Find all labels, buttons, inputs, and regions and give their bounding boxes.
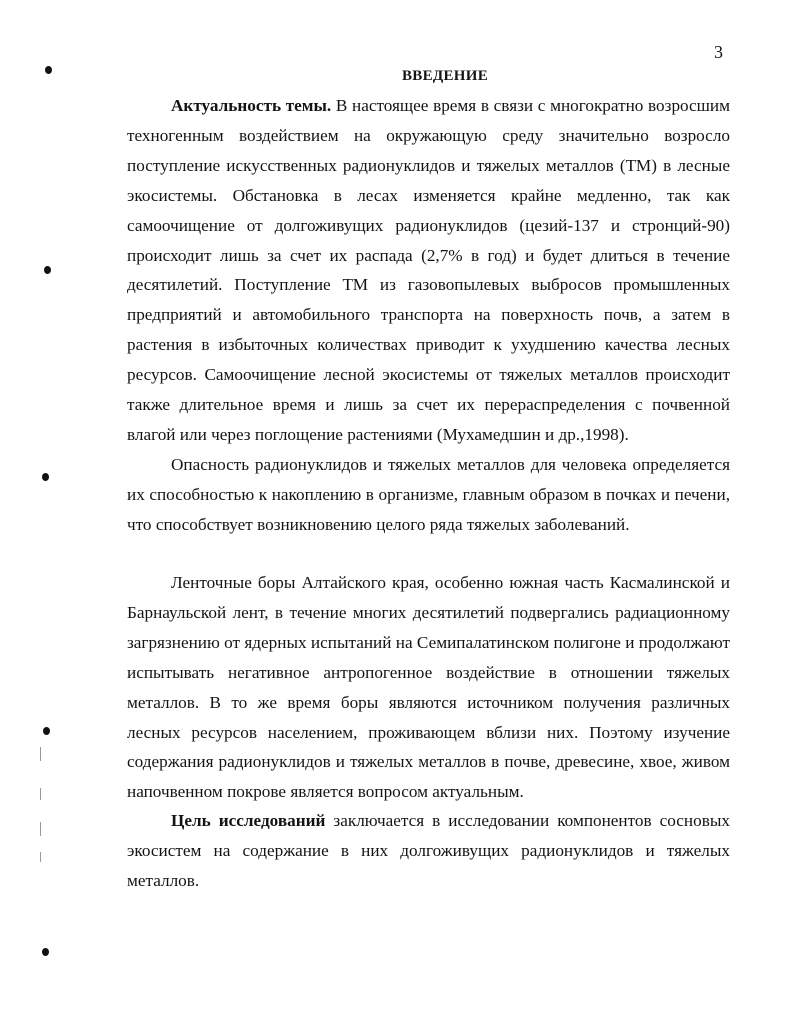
paragraph-body-pine-forests: Ленточные боры Алтайского края, особенно южная часть Касмалинской и Барнаульской лент, в течение многих десятилетий подвергались радиационному загрязнению от ядерных испытаний на Семипалатинском полигоне и продолжают испытывать негативное антропогенное воздействие в отношении тяжелых металлов. В то же время боры являются источником получения различных лесных ресурсов населением, проживающем вблизи них. Поэтому изучение содержания радионуклидов и тяжелых металлов в почве, древесине, хвое, живом напочвенном покрове является вопросом актуальным. (127, 573, 730, 802)
page-number: 3 (714, 42, 723, 62)
margin-scan-line (40, 852, 41, 862)
paragraph-body-relevance: В настоящее время в связи с многократно возросшим техногенным воздействием на окружающую среду значительно возросло поступление искусственных радионуклидов и тяжелых металлов (ТМ) в лесные экосистемы. Обстановка в лесах изменяется крайне медленно, так как самоочищение от долгоживущих радионуклидов (цезий-137 и стронций-90) происходит лишь за счет их распада (2,7% в год) и будет длиться в течение десятилетий. Поступление ТМ из газовопылевых выбросов промышленных предприятий и автомобильного транспорта на поверхность почв, а затем в растения в избыточных количествах приводит к ухудшению качества лесных ресурсов. Самоочищение лесной экосистемы от тяжелых металлов происходит также длительное время и лишь за счет их перераспределения с почвенной влагой или через поглощение растениями (Мухамедшин и др.,1998). (127, 96, 730, 444)
margin-scan-line (40, 788, 41, 800)
binding-hole-mark (45, 66, 52, 74)
paragraph-relevance (127, 91, 730, 450)
margin-scan-line (40, 822, 41, 836)
paragraph-lead-relevance: Актуальность темы. (171, 96, 332, 115)
paragraph-goal (127, 806, 730, 896)
paragraph-pine-forests (127, 568, 730, 807)
binding-hole-mark (42, 948, 49, 956)
paragraph-body-goal: заключается в исследовании компонентов сосновых экосистем на содержание в них долгоживущих радионуклидов и тяжелых металлов. (127, 811, 730, 890)
section-heading: ВВЕДЕНИЕ (401, 68, 489, 84)
paragraph-body-danger: Опасность радионуклидов и тяжелых металлов для человека определяется их способностью к накоплению в организме, главным образом в почках и печени, что способствует возникновению целого ряда тяжелых заболеваний. (127, 455, 730, 534)
binding-hole-mark (42, 473, 49, 481)
margin-scan-line (40, 747, 41, 761)
paragraph-lead-goal: Цель исследований (171, 811, 326, 830)
paragraph-danger (127, 450, 730, 540)
binding-hole-mark (44, 266, 51, 274)
binding-hole-mark (43, 727, 50, 735)
